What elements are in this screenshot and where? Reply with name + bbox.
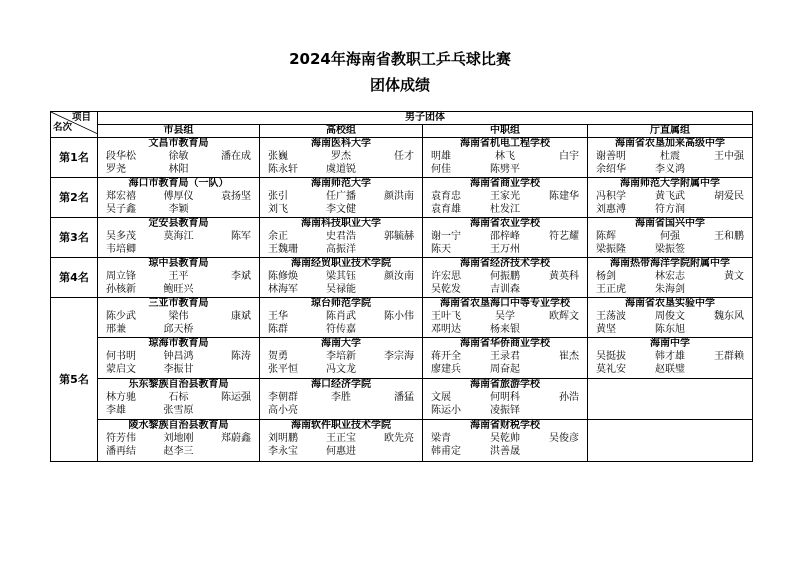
empty-cell (588, 420, 753, 462)
team-cell-department (588, 218, 753, 258)
player-list (423, 231, 587, 257)
team-unit-name: 海南师范大学 (311, 178, 371, 189)
player-list (260, 151, 422, 177)
team-unit-name: 海南省财税学校 (470, 420, 540, 431)
player-name: 王正虎 (596, 284, 626, 295)
player-list (588, 151, 752, 177)
team-cell-county (98, 138, 260, 178)
player-list (260, 311, 422, 337)
team-unit-name: 琼台师范学院 (311, 298, 371, 309)
team-cell-university (260, 420, 423, 462)
player-name: 罗尧 (106, 164, 126, 175)
corner-header-cell (51, 112, 98, 138)
player-name: 李文健 (325, 204, 356, 215)
result-row (51, 379, 753, 420)
team-unit-name: 定安县教育局 (148, 218, 209, 229)
team-unit-name: 琼海市教育局 (148, 338, 209, 349)
team-cell-university (260, 178, 423, 218)
player-list (588, 271, 752, 297)
player-name: 王平 (168, 271, 189, 282)
team-unit-name: 海口经济学院 (311, 379, 371, 390)
player-name: 高振洋 (325, 244, 356, 255)
player-name: 周奋起 (489, 364, 520, 375)
player-list (260, 191, 422, 217)
rank-cell: 第5名 (51, 298, 98, 462)
player-name: 张巍 (268, 151, 288, 162)
player-name: 陈少武 (106, 311, 136, 322)
player-name: 邢兼 (106, 324, 126, 335)
result-row (51, 420, 753, 462)
team-cell-county (98, 178, 260, 218)
team-unit-name: 海南省农业学校 (470, 218, 540, 229)
player-name: 王魏珊 (268, 244, 298, 255)
team-unit-name: 三亚市教育局 (148, 298, 209, 309)
player-name: 梁振隆 (596, 244, 626, 255)
player-list (98, 351, 259, 377)
player-name: 史君浩 (325, 231, 356, 242)
player-name: 段华松 (106, 151, 136, 162)
player-name: 陈劈平 (489, 164, 520, 175)
player-name: 李永宝 (268, 446, 298, 457)
page-title: 2024年海南省教职工乒乓球比赛 (289, 50, 511, 68)
player-name: 杜震 (659, 151, 680, 162)
player-name: 何惠进 (325, 446, 356, 457)
player-name: 洪善晟 (489, 446, 520, 457)
player-name: 潘再结 (106, 446, 136, 457)
player-name: 梁青 (431, 433, 451, 444)
player-name: 林方驰 (106, 392, 136, 403)
player-name: 林海军 (268, 284, 298, 295)
player-list (588, 191, 752, 217)
player-name: 余正 (268, 231, 288, 242)
header-rank-label: 名次 (53, 122, 73, 133)
team-cell-vocational (423, 379, 588, 420)
player-name: 陈辉 (596, 231, 616, 242)
player-name: 张平恒 (268, 364, 298, 375)
team-unit-name: 海南省机电工程学校 (460, 138, 550, 149)
player-name: 李雄 (106, 405, 126, 416)
player-name: 何佳 (431, 164, 451, 175)
player-list (98, 151, 259, 177)
player-name: 凌振铎 (489, 405, 520, 416)
player-name: 张引 (268, 191, 288, 202)
player-name: 杨来银 (489, 324, 520, 335)
team-cell-county (98, 258, 260, 298)
player-name: 罗杰 (330, 151, 351, 162)
player-name: 潘在成 (220, 151, 251, 162)
team-unit-name: 海南科技职业大学 (301, 218, 381, 229)
player-name: 贺勇 (268, 351, 288, 362)
player-name: 郑宏禧 (106, 191, 136, 202)
player-name: 李斌 (230, 271, 251, 282)
player-name: 袁扬坚 (220, 191, 251, 202)
player-name: 朱海剑 (654, 284, 685, 295)
player-list (423, 311, 587, 337)
team-cell-county (98, 338, 260, 379)
player-name: 许宏思 (431, 271, 461, 282)
team-cell-department (588, 338, 753, 379)
player-name: 陈天 (431, 244, 451, 255)
rank-cell: 第3名 (51, 218, 98, 258)
player-name: 冯文龙 (325, 364, 356, 375)
player-name: 陈运小 (431, 405, 461, 416)
player-name: 鲍旺兴 (163, 284, 194, 295)
group-header-county: 市县组 (98, 125, 260, 138)
team-cell-department (588, 178, 753, 218)
player-name: 蒋开全 (431, 351, 461, 362)
player-name: 吴乾帅 (489, 433, 520, 444)
player-name: 吴禄能 (325, 284, 356, 295)
header-row-section (51, 112, 753, 125)
player-name: 陈群 (268, 324, 288, 335)
player-name: 谢善明 (596, 151, 626, 162)
player-name: 刘地刚 (163, 433, 194, 444)
player-name: 白宇 (558, 151, 579, 162)
player-name: 陈涛 (230, 351, 251, 362)
team-unit-name: 文昌市教育局 (148, 138, 209, 149)
player-name: 郭毓赫 (384, 231, 414, 242)
team-unit-name: 琼中县教育局 (148, 258, 209, 269)
team-cell-vocational (423, 298, 588, 338)
player-list (260, 271, 422, 297)
header-item-label: 项目 (71, 112, 91, 123)
player-name: 黄文 (723, 271, 744, 282)
player-name: 李胜 (330, 392, 351, 403)
player-name: 孙核新 (106, 284, 136, 295)
player-name: 陈小伟 (384, 311, 414, 322)
player-list (98, 433, 259, 459)
player-name: 陈东旭 (654, 324, 685, 335)
player-name: 李振甘 (163, 364, 194, 375)
team-cell-department (588, 138, 753, 178)
team-cell-department (588, 298, 753, 338)
rank-cell: 第1名 (51, 138, 98, 178)
player-name: 颜汝南 (384, 271, 414, 282)
rank-cell: 第4名 (51, 258, 98, 298)
player-name: 邵梓峰 (489, 231, 520, 242)
player-list (423, 433, 587, 459)
team-unit-name: 海南软件职业技术学院 (291, 420, 391, 431)
team-unit-name: 海南省农垦加来高级中学 (615, 138, 725, 149)
player-name: 廖建兵 (431, 364, 461, 375)
team-unit-name: 海南省农垦实验中学 (625, 298, 715, 309)
player-name: 吴子鑫 (106, 204, 136, 215)
team-cell-university (260, 379, 423, 420)
team-unit-name: 海南省商业学校 (470, 178, 540, 189)
team-cell-vocational (423, 420, 588, 462)
player-name: 陈运强 (220, 392, 251, 403)
player-list (98, 271, 259, 297)
player-name: 余绍华 (596, 164, 626, 175)
player-name: 何振鹏 (489, 271, 520, 282)
player-name: 杜发江 (489, 204, 520, 215)
player-name: 魏东风 (713, 311, 744, 322)
player-name: 邱天桥 (163, 324, 194, 335)
player-name: 王正宝 (325, 433, 356, 444)
player-name: 文展 (431, 392, 451, 403)
team-unit-name: 海南中学 (650, 338, 690, 349)
team-cell-university (260, 298, 423, 338)
player-name: 王家光 (489, 191, 520, 202)
player-list (98, 311, 259, 337)
results-table (50, 111, 753, 462)
player-name: 梁其钰 (325, 271, 356, 282)
player-name: 吉训森 (489, 284, 520, 295)
player-name: 林飞 (494, 151, 515, 162)
team-cell-university (260, 218, 423, 258)
team-cell-vocational (423, 258, 588, 298)
player-name: 蒙启文 (106, 364, 136, 375)
team-cell-county (98, 420, 260, 462)
player-name: 吴俊彦 (548, 433, 579, 444)
player-name: 高小亮 (268, 405, 298, 416)
player-name: 韩才雄 (654, 351, 685, 362)
player-name: 李义鸿 (654, 164, 685, 175)
player-name: 陈永轩 (268, 164, 298, 175)
team-unit-name: 海南医科大学 (311, 138, 371, 149)
player-name: 王叶飞 (431, 311, 461, 322)
player-name: 谢一宁 (431, 231, 461, 242)
player-name: 韦培卿 (106, 244, 136, 255)
player-name: 刘飞 (268, 204, 288, 215)
player-name: 赵联璧 (654, 364, 685, 375)
team-cell-university (260, 338, 423, 379)
player-name: 王中强 (713, 151, 744, 162)
team-unit-name: 海南师范大学附属中学 (620, 178, 720, 189)
team-cell-vocational (423, 178, 588, 218)
result-row (51, 298, 753, 338)
player-name: 梁伟 (168, 311, 189, 322)
player-name: 陈肖武 (325, 311, 356, 322)
player-list (423, 191, 587, 217)
player-list (260, 433, 422, 459)
player-list (588, 231, 752, 257)
page-subtitle: 团体成绩 (369, 76, 430, 94)
team-cell-vocational (423, 138, 588, 178)
team-cell-department (588, 258, 753, 298)
player-name: 赵李三 (163, 446, 194, 457)
team-unit-name: 海南省华侨商业学校 (460, 338, 550, 349)
team-unit-name: 海南省国兴中学 (635, 218, 705, 229)
player-name: 符芳伟 (106, 433, 136, 444)
player-name: 明雄 (431, 151, 451, 162)
team-unit-name: 陵水黎族自治县教育局 (128, 420, 229, 431)
group-header-department: 厅直属组 (588, 125, 753, 138)
player-name: 莫礼安 (596, 364, 626, 375)
player-name: 何明科 (489, 392, 520, 403)
player-name: 陈军 (230, 231, 251, 242)
player-name: 何书明 (106, 351, 136, 362)
player-name: 黄飞武 (654, 191, 685, 202)
player-name: 李颖 (168, 204, 189, 215)
player-name: 林宏志 (654, 271, 685, 282)
team-cell-county (98, 298, 260, 338)
team-cell-county (98, 379, 260, 420)
player-name: 张雪原 (163, 405, 194, 416)
player-name: 王和鹏 (713, 231, 744, 242)
player-name: 李培新 (325, 351, 356, 362)
player-name: 徐敏 (168, 151, 189, 162)
team-cell-county (98, 218, 260, 258)
player-name: 陈修焕 (268, 271, 298, 282)
player-name: 王录君 (489, 351, 520, 362)
player-name: 陈建华 (548, 191, 579, 202)
player-name: 莫海江 (163, 231, 194, 242)
player-name: 王万州 (489, 244, 520, 255)
player-list (588, 311, 752, 337)
header-row-groups (51, 125, 753, 138)
team-cell-university (260, 138, 423, 178)
team-unit-name: 海口市教育局（一队） (128, 178, 229, 189)
player-name: 邓明达 (431, 324, 461, 335)
player-name: 欧先亮 (384, 433, 414, 444)
player-name: 何强 (659, 231, 680, 242)
player-list (423, 392, 587, 418)
player-name: 虞道锐 (325, 164, 356, 175)
player-name: 袁育雄 (431, 204, 461, 215)
team-cell-university (260, 258, 423, 298)
player-list (260, 351, 422, 377)
team-unit-name: 海南热带海洋学院附属中学 (610, 258, 730, 269)
player-name: 孙浩 (558, 392, 579, 403)
player-name: 吴多茂 (106, 231, 136, 242)
player-name: 吴学 (494, 311, 515, 322)
rank-cell: 第2名 (51, 178, 98, 218)
player-name: 黄英科 (548, 271, 579, 282)
team-unit-name: 海南经贸职业技术学院 (291, 258, 391, 269)
player-name: 傅厚仪 (163, 191, 194, 202)
player-name: 李朝群 (268, 392, 298, 403)
player-name: 袁育忠 (431, 191, 461, 202)
player-name: 康斌 (230, 311, 251, 322)
player-list (98, 191, 259, 217)
player-name: 任广播 (325, 191, 356, 202)
section-header: 男子团体 (98, 112, 753, 125)
player-name: 周俊文 (654, 311, 685, 322)
player-list (260, 392, 422, 418)
team-cell-vocational (423, 218, 588, 258)
player-name: 李宗海 (384, 351, 414, 362)
team-unit-name: 海南大学 (321, 338, 361, 349)
player-list (98, 231, 259, 257)
empty-cell (588, 379, 753, 420)
player-name: 吴乾发 (431, 284, 461, 295)
player-list (98, 392, 259, 418)
player-name: 颜洪南 (384, 191, 414, 202)
group-header-university: 高校组 (260, 125, 423, 138)
player-list (423, 351, 587, 377)
result-row (51, 338, 753, 379)
team-unit-name: 海南省旅游学校 (470, 379, 540, 390)
player-name: 黄坚 (596, 324, 616, 335)
team-unit-name: 海南省经济技术学校 (460, 258, 550, 269)
team-unit-name: 乐东黎族自治县教育局 (128, 379, 229, 390)
player-list (423, 271, 587, 297)
player-name: 任才 (394, 151, 414, 162)
group-header-vocational: 中职组 (423, 125, 588, 138)
player-name: 崔杰 (558, 351, 579, 362)
player-name: 王华 (268, 311, 288, 322)
team-unit-name: 海南省农垦海口中等专业学校 (440, 298, 570, 309)
player-list (423, 151, 587, 177)
player-name: 潘猛 (394, 392, 414, 403)
player-name: 刘明鹏 (268, 433, 298, 444)
team-cell-vocational (423, 338, 588, 379)
player-name: 韩甫定 (431, 446, 461, 457)
player-name: 钟昌鸿 (163, 351, 194, 362)
player-name: 石标 (168, 392, 189, 403)
player-name: 杨剑 (596, 271, 616, 282)
result-row (51, 258, 753, 298)
player-name: 欧辉文 (548, 311, 579, 322)
player-name: 林阳 (168, 164, 189, 175)
result-row (51, 178, 753, 218)
player-name: 符艺耀 (548, 231, 579, 242)
player-name: 周立锋 (106, 271, 136, 282)
player-list (588, 351, 752, 377)
player-name: 刘惠溥 (596, 204, 626, 215)
player-name: 冯积学 (596, 191, 626, 202)
player-name: 符传嘉 (325, 324, 356, 335)
result-row (51, 138, 753, 178)
player-name: 胡爱民 (713, 191, 744, 202)
player-name: 吴挺拔 (596, 351, 626, 362)
player-name: 王荡波 (596, 311, 626, 322)
player-name: 郑蔚鑫 (220, 433, 251, 444)
player-name: 王群赖 (713, 351, 744, 362)
player-list (260, 231, 422, 257)
player-name: 符方润 (654, 204, 685, 215)
result-row (51, 218, 753, 258)
player-name: 梁振签 (654, 244, 685, 255)
